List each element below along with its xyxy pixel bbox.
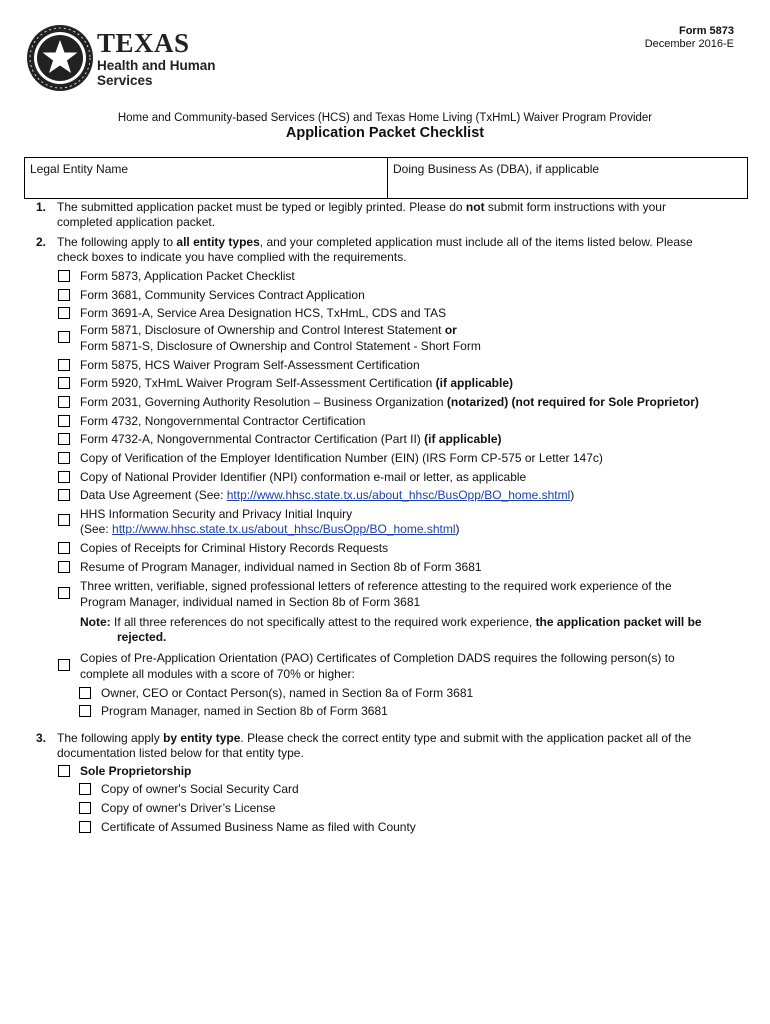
page-subtitle: Home and Community-based Services (HCS) and Texas Home Living (TxHmL) Waiver Program Provider bbox=[117, 112, 653, 124]
checkbox-form-2031[interactable] bbox=[58, 396, 70, 408]
legal-entity-name-field[interactable]: Legal Entity Name bbox=[30, 162, 129, 176]
item-pao-certificates-line2: complete all modules with a score of 70% or higher: bbox=[80, 667, 355, 681]
item-criminal-history: Copies of Receipts for Criminal History Records Requests bbox=[80, 541, 389, 555]
item-ein-verification: Copy of Verification of the Employer Identification Number (EIN) (IRS Form CP-575 or Letter 147c) bbox=[80, 451, 603, 465]
item-reference-letters-line2: Program Manager, individual named in Section 8b of Form 3681 bbox=[80, 595, 421, 609]
table-divider bbox=[387, 158, 388, 198]
item-form-5920: Form 5920, TxHmL Waiver Program Self-Assessment Certification (if applicable) bbox=[80, 376, 514, 390]
checkbox-form-5873[interactable] bbox=[58, 270, 70, 282]
checkbox-resume[interactable] bbox=[58, 561, 70, 573]
reference-note-line2: rejected. bbox=[117, 630, 167, 644]
checkbox-form-4732[interactable] bbox=[58, 415, 70, 427]
item-drivers-license: Copy of owner's Driver’s License bbox=[101, 801, 276, 815]
checkbox-form-5875[interactable] bbox=[58, 359, 70, 371]
item-form-2031: Form 2031, Governing Authority Resolution – Business Organization (notarized) (not required for Sole Proprietor) bbox=[80, 395, 699, 409]
section-1-number: 1. bbox=[36, 200, 47, 214]
section-2-number: 2. bbox=[36, 235, 47, 249]
checkbox-pao-certificates[interactable] bbox=[58, 659, 70, 671]
form-date: December 2016-E bbox=[644, 38, 734, 50]
entity-name-table bbox=[24, 157, 748, 199]
item-form-4732a: Form 4732-A, Nongovernmental Contractor Certification (Part II) (if applicable) bbox=[80, 432, 502, 446]
item-form-3681: Form 3681, Community Services Contract Application bbox=[80, 288, 365, 302]
section-2-text: The following apply to all entity types, and your completed application must include all of the items listed below. Please bbox=[57, 235, 693, 249]
section-3-number: 3. bbox=[36, 731, 47, 745]
checkbox-ein-verification[interactable] bbox=[58, 452, 70, 464]
item-form-5875: Form 5875, HCS Waiver Program Self-Assessment Certification bbox=[80, 358, 420, 372]
checkbox-form-3691a[interactable] bbox=[58, 307, 70, 319]
sole-proprietorship-label: Sole Proprietorship bbox=[80, 764, 192, 778]
reference-note: Note: If all three references do not specifically attest to the required work experience, the application packet will be bbox=[80, 615, 702, 629]
checkbox-data-use-agreement[interactable] bbox=[58, 489, 70, 501]
checkbox-form-3681[interactable] bbox=[58, 289, 70, 301]
item-form-5871: Form 5871, Disclosure of Ownership and Control Interest Statement or bbox=[80, 323, 457, 337]
item-assumed-business-name: Certificate of Assumed Business Name as filed with County bbox=[101, 820, 416, 834]
checkbox-drivers-license[interactable] bbox=[79, 802, 91, 814]
logo-line-1: Health and Human bbox=[97, 58, 216, 73]
item-pao-certificates: Copies of Pre-Application Orientation (PAO) Certificates of Completion DADS requires the following person(s) to bbox=[80, 651, 675, 665]
dba-field[interactable]: Doing Business As (DBA), if applicable bbox=[393, 162, 600, 176]
section-1-text-line2: completed application packet. bbox=[57, 215, 216, 229]
section-1-text: The submitted application packet must be typed or legibly printed. Please do not submit form instructions with your bbox=[57, 200, 666, 214]
item-form-5873: Form 5873, Application Packet Checklist bbox=[80, 269, 295, 283]
item-resume: Resume of Program Manager, individual named in Section 8b of Form 3681 bbox=[80, 560, 482, 574]
checkbox-pao-program-manager[interactable] bbox=[79, 705, 91, 717]
item-form-4732: Form 4732, Nongovernmental Contractor Certification bbox=[80, 414, 366, 428]
item-data-use-agreement: Data Use Agreement (See: http://www.hhsc.state.tx.us/about_hhsc/BusOpp/BO_home.shtml) bbox=[80, 488, 575, 502]
logo-texas-word: TEXAS bbox=[97, 28, 190, 58]
item-social-security-card: Copy of owner's Social Security Card bbox=[101, 782, 299, 796]
item-form-3691a: Form 3691-A, Service Area Designation HCS, TxHmL, CDS and TAS bbox=[80, 306, 447, 320]
checkbox-criminal-history[interactable] bbox=[58, 542, 70, 554]
item-reference-letters: Three written, verifiable, signed professional letters of reference attesting to the required work experience of the bbox=[80, 579, 672, 593]
checkbox-form-5871[interactable] bbox=[58, 331, 70, 343]
hhs-security-link[interactable]: http://www.hhsc.state.tx.us/about_hhsc/BusOpp/BO_home.shtml bbox=[112, 522, 456, 536]
checkbox-pao-owner[interactable] bbox=[79, 687, 91, 699]
checkbox-hhs-security-inquiry[interactable] bbox=[58, 514, 70, 526]
item-hhs-security-inquiry-link-line: (See: http://www.hhsc.state.tx.us/about_hhsc/BusOpp/BO_home.shtml) bbox=[80, 522, 460, 536]
logo-line-2: Services bbox=[97, 73, 153, 88]
item-form-5871s: Form 5871-S, Disclosure of Ownership and Control Statement - Short Form bbox=[80, 339, 481, 353]
section-3-text-line2: documentation listed below for that entity type. bbox=[57, 746, 304, 760]
item-hhs-security-inquiry: HHS Information Security and Privacy Initial Inquiry bbox=[80, 507, 353, 521]
item-npi: Copy of National Provider Identifier (NPI) conformation e-mail or letter, as applicable bbox=[80, 470, 527, 484]
section-2-text-line2: check boxes to indicate you have complied with the requirements. bbox=[57, 250, 407, 264]
checkbox-social-security-card[interactable] bbox=[79, 783, 91, 795]
checkbox-assumed-business-name[interactable] bbox=[79, 821, 91, 833]
item-pao-program-manager: Program Manager, named in Section 8b of Form 3681 bbox=[101, 704, 388, 718]
data-use-agreement-link[interactable]: http://www.hhsc.state.tx.us/about_hhsc/BusOpp/BO_home.shtml bbox=[226, 488, 571, 502]
checkbox-reference-letters[interactable] bbox=[58, 587, 70, 599]
form-number: Form 5873 bbox=[678, 25, 734, 37]
checkbox-form-4732a[interactable] bbox=[58, 433, 70, 445]
checkbox-form-5920[interactable] bbox=[58, 377, 70, 389]
checkbox-sole-proprietorship[interactable] bbox=[58, 765, 70, 777]
item-pao-owner: Owner, CEO or Contact Person(s), named in Section 8a of Form 3681 bbox=[101, 686, 474, 700]
section-3-text: The following apply by entity type. Please check the correct entity type and submit with the application packet all of the bbox=[57, 731, 692, 745]
checkbox-npi[interactable] bbox=[58, 471, 70, 483]
page-title: Application Packet Checklist bbox=[285, 125, 485, 141]
